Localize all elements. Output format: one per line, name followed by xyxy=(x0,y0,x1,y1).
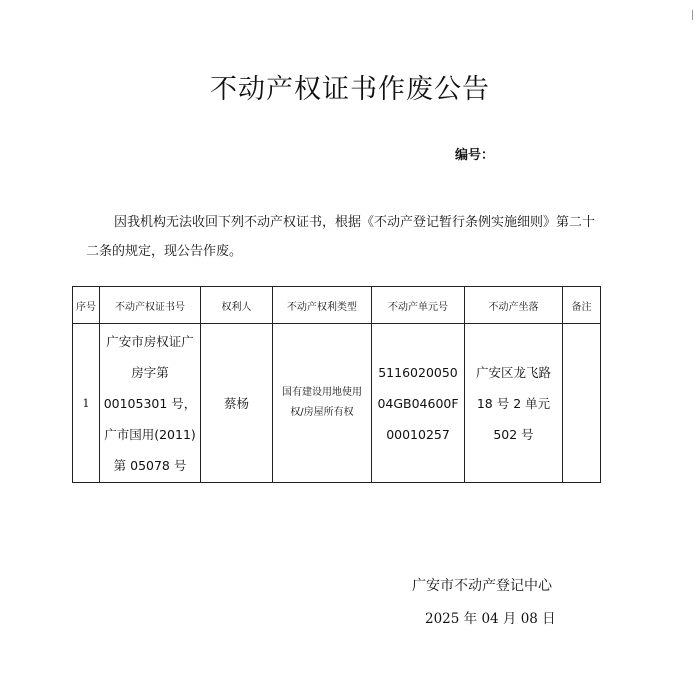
notice-title: 不动产权证书作废公告 xyxy=(210,74,490,105)
header-certificate-number: 不动产权证书号 xyxy=(100,287,201,324)
scan-edge-mark xyxy=(692,10,693,20)
location-line: 广安区龙飞路 xyxy=(475,364,551,380)
table-header-row xyxy=(73,287,601,324)
table-row xyxy=(73,324,601,483)
unit-number-line: 00010257 xyxy=(386,426,450,442)
location-line: 18 号 2 单元 xyxy=(476,395,551,411)
issue-date: 2025 年 04 月 08 日 xyxy=(425,611,556,627)
right-type-line: 国有建设用地使用 xyxy=(282,387,362,398)
certificate-line: 房字第 xyxy=(131,364,169,380)
header-unit-number: 不动产单元号 xyxy=(372,287,465,324)
cell-rights-holder: 蔡杨 xyxy=(201,324,273,483)
unit-number-line: 04GB04600F xyxy=(377,395,459,411)
cell-certificate-number xyxy=(100,324,201,483)
location-line: 502 号 xyxy=(493,426,534,442)
cell-unit-number xyxy=(372,324,465,483)
header-serial: 序号 xyxy=(73,287,100,324)
unit-number-line: 5116020050 xyxy=(378,364,458,380)
header-rights-holder: 权利人 xyxy=(201,287,273,324)
certificate-line: 广安市房权证广 xyxy=(106,333,194,349)
header-remark: 备注 xyxy=(563,287,601,324)
cell-serial: 1 xyxy=(73,324,100,483)
cell-location xyxy=(465,324,563,483)
right-type-line: 权/房屋所有权 xyxy=(290,407,354,418)
notice-body: 因我机构无法收回下列不动产权证书，根据《不动产登记暂行条例实施细则》第二十二条的规定，现公告作废。 xyxy=(86,215,596,259)
doc-number-label: 编号： xyxy=(455,148,495,163)
cell-remark xyxy=(563,324,601,483)
header-location: 不动产坐落 xyxy=(465,287,563,324)
certificate-line: 第 05078 号 xyxy=(113,457,187,473)
certificate-table xyxy=(72,286,601,483)
issuer-name: 广安市不动产登记中心 xyxy=(412,578,552,594)
header-right-type: 不动产权利类型 xyxy=(273,287,372,324)
certificate-line: 00105301 号， xyxy=(103,395,197,411)
cell-right-type xyxy=(273,324,372,483)
certificate-line: 广市国用(2011) xyxy=(104,426,196,442)
